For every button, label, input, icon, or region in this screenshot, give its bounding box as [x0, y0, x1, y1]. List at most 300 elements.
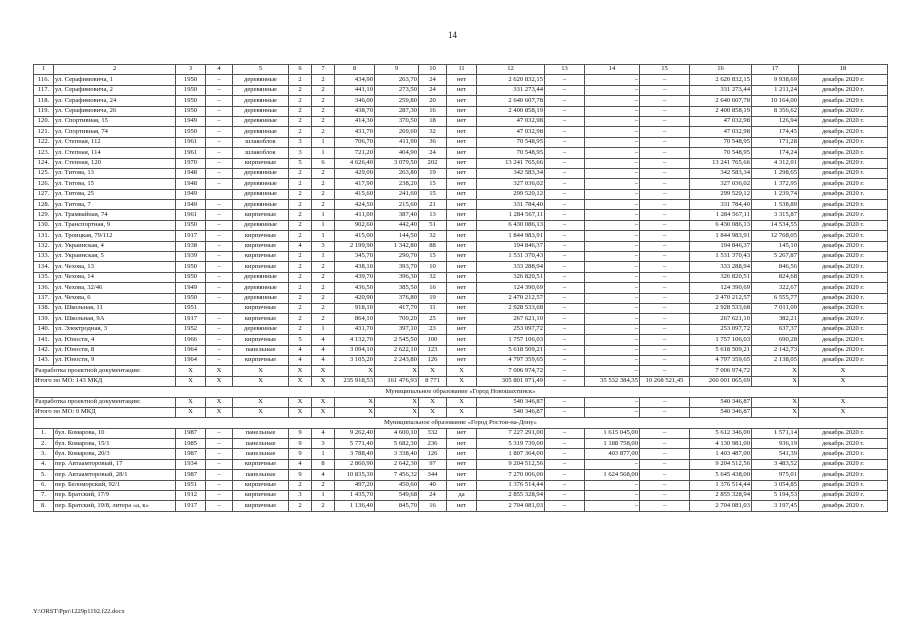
table-cell: –	[640, 158, 690, 168]
table-cell: 13 241 765,66	[477, 158, 545, 168]
table-cell: шлакоблок	[233, 137, 289, 147]
table-cell: –	[585, 480, 640, 490]
table-cell: 1 531 370,43	[477, 252, 545, 262]
table-cell: Х	[312, 366, 335, 376]
column-header: 12	[477, 65, 545, 75]
table-cell: –	[585, 345, 640, 355]
table-row	[34, 179, 888, 189]
table-cell: –	[206, 345, 233, 355]
table-cell: –	[206, 272, 233, 282]
summary-row	[34, 366, 888, 376]
table-cell: 235 918,53	[335, 376, 375, 386]
table-cell: кирпичные	[233, 158, 289, 168]
table-cell: 7.	[34, 491, 54, 501]
table-cell: –	[545, 428, 585, 438]
table-cell: 2	[312, 189, 335, 199]
table-cell: 1 531 370,43	[690, 252, 752, 262]
table-cell: –	[545, 85, 585, 95]
table-cell: 1.	[34, 428, 54, 438]
table-cell: –	[640, 85, 690, 95]
table-cell: 2 138,05	[752, 355, 799, 365]
table-cell: 3 788,40	[335, 449, 375, 459]
table-cell: 202	[419, 158, 447, 168]
table-cell: –	[640, 491, 690, 501]
table-cell: –	[640, 116, 690, 126]
table-cell: 403 877,00	[585, 449, 640, 459]
table-cell: деревянные	[233, 220, 289, 230]
table-cell: 721,20	[335, 148, 375, 158]
table-cell: 51	[419, 220, 447, 230]
table-cell: –	[206, 210, 233, 220]
table-cell: 845,70	[375, 501, 419, 511]
table-row	[34, 200, 888, 210]
table-cell: 13 241 765,66	[690, 158, 752, 168]
table-cell: 1950	[176, 262, 206, 272]
table-cell: 253 097,72	[690, 324, 752, 334]
table-cell: 70 548,95	[477, 148, 545, 158]
table-cell: 3 079,50	[375, 158, 419, 168]
table-cell: 4	[289, 345, 312, 355]
table-cell: 47 032,98	[477, 116, 545, 126]
table-cell: –	[640, 241, 690, 251]
table-cell: –	[585, 158, 640, 168]
table-cell: 541,39	[752, 449, 799, 459]
table-cell: деревянные	[233, 179, 289, 189]
table-cell: 15	[419, 189, 447, 199]
table-cell: –	[585, 335, 640, 345]
table-cell: –	[585, 127, 640, 137]
table-cell: 2 199,90	[335, 241, 375, 251]
table-cell: 139.	[34, 314, 54, 324]
table-cell: 1	[312, 449, 335, 459]
table-cell: декабрь 2020 г.	[799, 439, 888, 449]
table-cell: 1950	[176, 75, 206, 85]
table-row	[34, 210, 888, 220]
table-cell: 326 820,51	[477, 272, 545, 282]
table-cell: –	[640, 272, 690, 282]
table-cell: –	[640, 96, 690, 106]
table-cell: 9 204 512,56	[690, 459, 752, 469]
table-cell: 690,28	[752, 335, 799, 345]
table-cell: 4	[312, 470, 335, 480]
table-cell: –	[585, 252, 640, 262]
table-cell: 2	[312, 314, 335, 324]
table-cell: 135.	[34, 272, 54, 282]
table-cell: кирпичные	[233, 210, 289, 220]
table-cell: 1961	[176, 148, 206, 158]
table-cell: 10 164,00	[752, 96, 799, 106]
table-cell: 322,67	[752, 283, 799, 293]
table-cell: 125.	[34, 168, 54, 178]
table-cell: 2	[289, 75, 312, 85]
table-cell: 1950	[176, 293, 206, 303]
table-cell: –	[545, 470, 585, 480]
table-cell: ул. Спортивная, 15	[54, 116, 176, 126]
table-cell: 8.	[34, 501, 54, 511]
table-cell: 9 204 512,56	[477, 459, 545, 469]
table-cell: 126	[419, 449, 447, 459]
table-cell: 2 400 858,19	[690, 106, 752, 116]
table-cell: 540 346,87	[477, 407, 545, 417]
table-cell: 2 928 533,68	[477, 303, 545, 313]
table-cell: 2	[312, 283, 335, 293]
table-cell: 21	[419, 200, 447, 210]
table-cell: –	[640, 366, 690, 376]
column-header: 7	[312, 65, 335, 75]
table-cell: нет	[447, 324, 477, 334]
table-cell: ул. Трамвайная, 74	[54, 210, 176, 220]
column-header: 2	[54, 65, 176, 75]
table-cell: деревянные	[233, 127, 289, 137]
table-cell: 131.	[34, 231, 54, 241]
table-cell: –	[640, 179, 690, 189]
table-cell: 1966	[176, 335, 206, 345]
table-cell: 1912	[176, 491, 206, 501]
table-cell: 2 860,90	[335, 459, 375, 469]
column-header: 11	[447, 65, 477, 75]
table-cell: ул. Степная, 112	[54, 137, 176, 147]
table-cell: нет	[447, 220, 477, 230]
table-cell: Х	[375, 407, 419, 417]
column-header: 16	[690, 65, 752, 75]
table-cell: –	[640, 262, 690, 272]
table-cell: 126,94	[752, 116, 799, 126]
table-cell: Х	[419, 397, 447, 407]
table-cell: 387,40	[375, 210, 419, 220]
column-header: 14	[585, 65, 640, 75]
table-cell: нет	[447, 241, 477, 251]
table-cell: 424,50	[335, 200, 375, 210]
table-cell: 1952	[176, 324, 206, 334]
table-cell: Х	[233, 397, 289, 407]
table-cell: –	[585, 501, 640, 511]
table-cell: Х	[752, 376, 799, 386]
table-cell: 2	[289, 85, 312, 95]
table-cell: 5 319 739,00	[477, 439, 545, 449]
table-cell: 2	[289, 252, 312, 262]
table-cell: пер. Автаамторовый, 28/1	[54, 470, 176, 480]
table-cell: 2	[289, 106, 312, 116]
table-cell: 100	[419, 335, 447, 345]
table-cell: 4	[312, 345, 335, 355]
column-header: 15	[640, 65, 690, 75]
table-cell: 5 645 438,00	[690, 470, 752, 480]
table-cell: –	[206, 168, 233, 178]
table-cell: 5 771,40	[335, 439, 375, 449]
table-row	[34, 158, 888, 168]
column-header: 17	[752, 65, 799, 75]
table-cell: 4 312,01	[752, 158, 799, 168]
table-cell: Х	[752, 366, 799, 376]
table-cell: 194 846,37	[690, 241, 752, 251]
table-cell: 3 483,52	[752, 459, 799, 469]
table-cell: –	[640, 283, 690, 293]
table-cell: –	[545, 262, 585, 272]
table-cell: –	[640, 293, 690, 303]
table-cell: –	[545, 137, 585, 147]
table-cell: пер. Беломорский, 92/1	[54, 480, 176, 490]
table-cell: 4	[289, 241, 312, 251]
table-cell: –	[206, 355, 233, 365]
table-cell: нет	[447, 116, 477, 126]
table-cell: 120.	[34, 116, 54, 126]
table-cell: ул. Титова, 7	[54, 200, 176, 210]
table-cell: Х	[335, 366, 375, 376]
table-cell: 238,20	[375, 179, 419, 189]
table-cell: 1 571,14	[752, 428, 799, 438]
table-cell: 5 618 509,21	[690, 345, 752, 355]
table-cell: 706,70	[335, 137, 375, 147]
table-cell: 40	[419, 480, 447, 490]
table-cell: нет	[447, 262, 477, 272]
table-cell: 3	[289, 148, 312, 158]
table-cell: –	[545, 407, 585, 417]
table-cell: –	[545, 272, 585, 282]
table-cell: 975,01	[752, 470, 799, 480]
table-cell: ул. Электродная, 3	[54, 324, 176, 334]
table-cell: –	[206, 324, 233, 334]
table-cell: Х	[799, 397, 888, 407]
table-cell: 2	[312, 179, 335, 189]
table-cell: –	[545, 480, 585, 490]
table-cell: 2	[312, 116, 335, 126]
table-cell: 2	[312, 106, 335, 116]
table-cell: 4 797 359,65	[690, 355, 752, 365]
table-cell: 342 583,34	[690, 168, 752, 178]
table-cell: 1970	[176, 158, 206, 168]
table-cell: Х	[289, 397, 312, 407]
table-cell: –	[545, 439, 585, 449]
table-cell: –	[640, 75, 690, 85]
table-row	[34, 262, 888, 272]
table-cell: 6 430 086,13	[477, 220, 545, 230]
table-cell: нет	[447, 200, 477, 210]
table-cell: –	[206, 96, 233, 106]
table-cell: декабрь 2020 г.	[799, 480, 888, 490]
table-cell: Х	[312, 376, 335, 386]
table-cell: 24	[419, 491, 447, 501]
table-cell: 9	[289, 449, 312, 459]
table-cell: –	[545, 491, 585, 501]
table-cell: 140.	[34, 324, 54, 334]
table-cell: нет	[447, 252, 477, 262]
table-cell: –	[585, 85, 640, 95]
table-cell: ул. Титова, 13	[54, 168, 176, 178]
table-cell: –	[545, 335, 585, 345]
table-cell: –	[640, 106, 690, 116]
table-cell: 1949	[176, 189, 206, 199]
table-cell: нет	[447, 480, 477, 490]
table-cell: –	[585, 137, 640, 147]
table-cell: –	[206, 241, 233, 251]
table-cell: 116.	[34, 75, 54, 85]
table-cell: 12 768,05	[752, 231, 799, 241]
table-row	[34, 241, 888, 251]
table-cell: декабрь 2020 г.	[799, 158, 888, 168]
table-cell: 273,50	[375, 85, 419, 95]
table-cell: Х	[289, 376, 312, 386]
table-cell: 136.	[34, 283, 54, 293]
table-cell: 442,40	[375, 220, 419, 230]
table-cell: декабрь 2020 г.	[799, 116, 888, 126]
table-cell: ул. Серафимовича, 2	[54, 85, 176, 95]
table-cell: кирпичные	[233, 231, 289, 241]
table-cell: 134.	[34, 262, 54, 272]
table-cell: 2	[312, 96, 335, 106]
table-cell: 376,80	[375, 293, 419, 303]
table-cell: 1 538,89	[752, 200, 799, 210]
table-cell: 411,90	[375, 137, 419, 147]
table-cell: 326 820,51	[690, 272, 752, 282]
table-cell: –	[206, 75, 233, 85]
table-cell: 2 704 081,03	[690, 501, 752, 511]
table-cell	[206, 303, 233, 313]
table-cell: ул. Украинская, 5	[54, 252, 176, 262]
table-cell: 7 006 974,72	[477, 366, 545, 376]
summary-row	[34, 376, 888, 386]
table-cell: 438,10	[335, 262, 375, 272]
table-cell: 13	[419, 210, 447, 220]
table-cell: нет	[447, 428, 477, 438]
table-cell: декабрь 2020 г.	[799, 189, 888, 199]
table-cell: –	[206, 501, 233, 511]
table-row	[34, 449, 888, 459]
table-cell: 4 626,40	[335, 158, 375, 168]
table-cell: да	[447, 491, 477, 501]
table-cell: 124 390,69	[477, 283, 545, 293]
table-cell: 2	[289, 293, 312, 303]
table-cell: 1	[312, 231, 335, 241]
table-cell: 2	[289, 314, 312, 324]
table-cell: нет	[447, 96, 477, 106]
table-cell: Х	[206, 366, 233, 376]
table-cell: 1 403 487,00	[690, 449, 752, 459]
table-cell: 2	[289, 324, 312, 334]
table-cell: –	[585, 210, 640, 220]
table-cell: 1	[312, 210, 335, 220]
table-cell: декабрь 2020 г.	[799, 200, 888, 210]
table-cell: –	[206, 158, 233, 168]
table-cell: 1 136,40	[335, 501, 375, 511]
page-number: 14	[448, 30, 457, 40]
table-cell: бул. Комарова, 15/1	[54, 439, 176, 449]
table-cell: декабрь 2020 г.	[799, 252, 888, 262]
table-cell: 18	[419, 116, 447, 126]
table-cell: деревянные	[233, 75, 289, 85]
table-cell: 2	[289, 179, 312, 189]
table-cell: –	[585, 324, 640, 334]
table-cell: декабрь 2020 г.	[799, 85, 888, 95]
table-cell: –	[640, 220, 690, 230]
table-cell: 241,60	[375, 189, 419, 199]
table-cell: 1950	[176, 106, 206, 116]
table-cell: –	[640, 189, 690, 199]
table-cell: Х	[206, 397, 233, 407]
table-cell: 2	[289, 283, 312, 293]
table-cell: 5	[289, 335, 312, 345]
section-title: Муниципальное образование «Город Новошахтинск»	[34, 387, 888, 397]
table-cell: 2	[289, 501, 312, 511]
table-cell: 385,50	[375, 283, 419, 293]
table-cell: 415,00	[335, 231, 375, 241]
table-cell: –	[640, 345, 690, 355]
table-cell: кирпичные	[233, 355, 289, 365]
table-cell: 1 211,24	[752, 85, 799, 95]
summary-label: Разработка проектной документации:	[34, 397, 176, 407]
table-cell: Х	[419, 366, 447, 376]
table-cell: 441,10	[335, 85, 375, 95]
table-cell: 253 097,72	[477, 324, 545, 334]
table-row	[34, 428, 888, 438]
table-cell: 1961	[176, 210, 206, 220]
table-cell: деревянные	[233, 106, 289, 116]
table-cell: декабрь 2020 г.	[799, 106, 888, 116]
table-cell: нет	[447, 459, 477, 469]
table-cell: –	[585, 272, 640, 282]
table-cell: 1917	[176, 231, 206, 241]
table-cell: 342 583,34	[477, 168, 545, 178]
table-cell: –	[640, 231, 690, 241]
table-cell: нет	[447, 75, 477, 85]
table-cell: Х	[752, 407, 799, 417]
table-cell: 438,70	[335, 106, 375, 116]
table-cell: 2	[289, 116, 312, 126]
table-cell: 439,70	[335, 272, 375, 282]
table-cell	[206, 189, 233, 199]
table-cell: 431,70	[335, 127, 375, 137]
table-cell: –	[206, 480, 233, 490]
table-cell: декабрь 2020 г.	[799, 148, 888, 158]
table-cell: 9 938,69	[752, 75, 799, 85]
table-cell: декабрь 2020 г.	[799, 449, 888, 459]
table-cell: панельные	[233, 449, 289, 459]
table-cell: 450,60	[375, 480, 419, 490]
table-cell: –	[545, 116, 585, 126]
table-cell: ул. Чехова, 6	[54, 293, 176, 303]
table-cell: Х	[447, 366, 477, 376]
table-cell: 4	[312, 428, 335, 438]
table-cell: декабрь 2020 г.	[799, 272, 888, 282]
table-cell: –	[545, 241, 585, 251]
table-cell: ул. Юности, 4	[54, 335, 176, 345]
table-row	[34, 303, 888, 313]
table-cell: –	[545, 127, 585, 137]
table-row	[34, 480, 888, 490]
table-cell: 2	[289, 96, 312, 106]
table-cell: панельные	[233, 428, 289, 438]
table-cell: –	[206, 148, 233, 158]
table-cell: 2	[312, 200, 335, 210]
table-cell: 1 284 567,11	[477, 210, 545, 220]
table-cell: 2	[312, 262, 335, 272]
column-header: 4	[206, 65, 233, 75]
table-cell: деревянные	[233, 168, 289, 178]
table-cell: –	[640, 148, 690, 158]
table-cell: 2 142,73	[752, 345, 799, 355]
table-cell: 32	[419, 231, 447, 241]
table-cell: Х	[799, 407, 888, 417]
table-cell: –	[585, 491, 640, 501]
table-cell: 393,70	[375, 262, 419, 272]
table-cell: –	[585, 314, 640, 324]
table-row	[34, 491, 888, 501]
table-row	[34, 106, 888, 116]
table-cell: 1 844 983,91	[477, 231, 545, 241]
table-cell: Х	[176, 397, 206, 407]
table-cell: нет	[447, 272, 477, 282]
table-cell: 2	[312, 501, 335, 511]
table-cell: –	[545, 293, 585, 303]
